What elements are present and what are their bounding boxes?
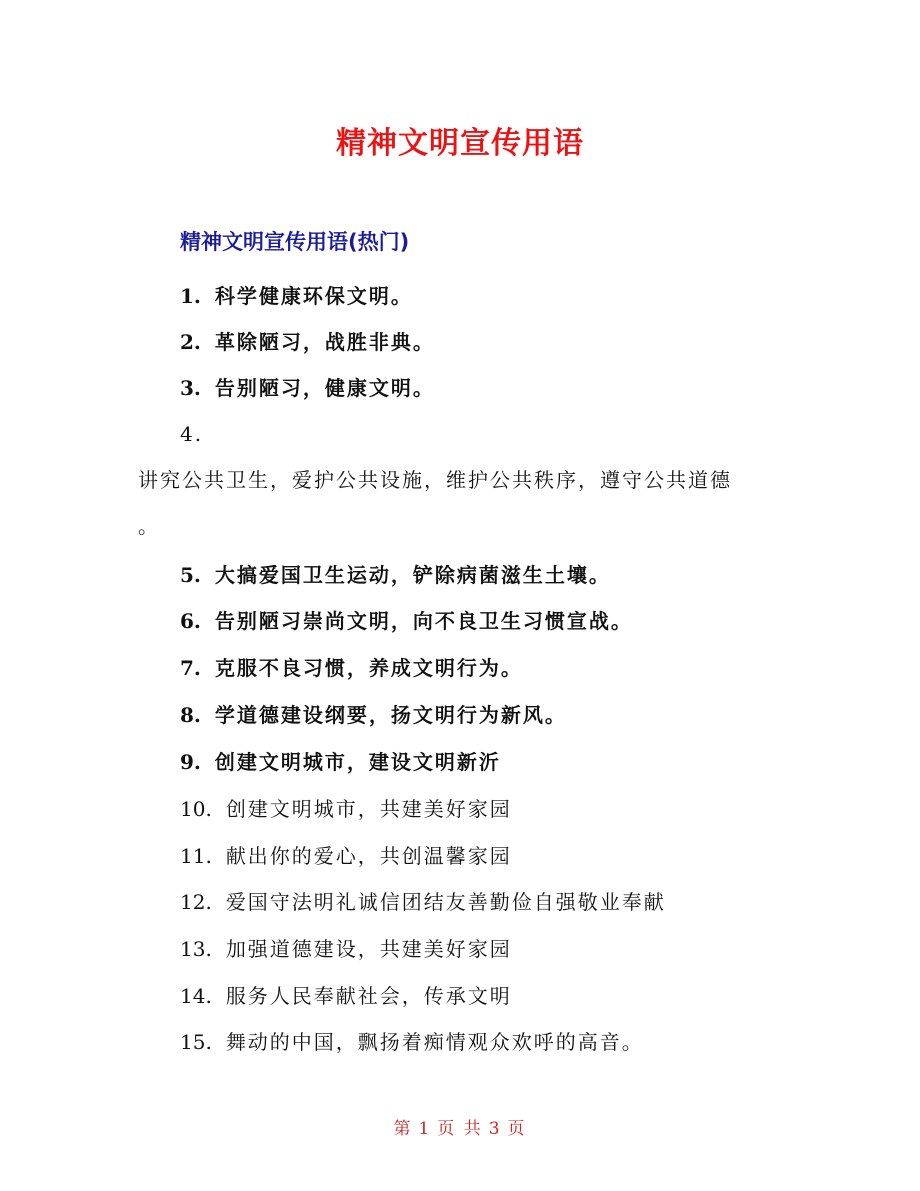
list-item-number: 7. <box>180 656 201 680</box>
list-item-number: 10. <box>180 797 212 821</box>
list-item-5 <box>180 561 611 589</box>
footer-suffix: 页 <box>507 1119 527 1139</box>
list-item-13 <box>180 935 512 963</box>
list-item-number: 14. <box>180 984 212 1008</box>
list-item-number: 13. <box>180 937 212 961</box>
list-item-6 <box>180 607 633 635</box>
list-item-number: 4. <box>180 422 204 446</box>
list-item-8 <box>180 701 567 729</box>
list-item-15 <box>180 1028 644 1056</box>
footer-mid: 页 共 <box>437 1119 483 1139</box>
list-item-14 <box>180 982 512 1010</box>
list-item-12 <box>180 888 666 916</box>
list-item-4-text <box>138 466 798 540</box>
list-item-text: 告别陋习，健康文明。 <box>214 376 435 400</box>
list-item-text: 学道德建设纲要，扬文明行为新风。 <box>214 703 567 727</box>
list-item-11 <box>180 842 512 870</box>
list-item-text: 克服不良习惯，养成文明行为。 <box>214 656 523 680</box>
page-footer <box>0 1114 920 1139</box>
list-item-text: 革除陋习，战胜非典。 <box>214 330 435 354</box>
list-item-text: 创建文明城市，建设文明新沂 <box>214 750 501 774</box>
list-item-3 <box>180 374 435 402</box>
list-item-2 <box>180 328 435 356</box>
list-item-text: 加强道德建设，共建美好家园 <box>225 937 512 961</box>
footer-total-pages: 3 <box>488 1119 502 1139</box>
document-title: 精神文明宣传用语 <box>336 126 584 161</box>
list-item-text: 科学健康环保文明。 <box>214 284 413 308</box>
list-item-number: 5. <box>180 563 201 587</box>
list-item-number: 2. <box>180 330 201 354</box>
list-item-1 <box>180 282 413 310</box>
list-item-text: 服务人民奉献社会，传承文明 <box>225 984 512 1008</box>
list-item-text: 献出你的爱心，共创温馨家园 <box>225 844 512 868</box>
list-item-number: 8. <box>180 703 201 727</box>
list-item-number: 1. <box>180 284 201 308</box>
list-item-number: 11. <box>180 844 212 868</box>
footer-page-number: 1 <box>418 1119 432 1139</box>
list-item-text: 舞动的中国，飘扬着痴情观众欢呼的高音。 <box>225 1030 644 1054</box>
list-item-10 <box>180 795 512 823</box>
list-item-text-line2: 。 <box>138 514 160 538</box>
list-item-text: 告别陋习崇尚文明，向不良卫生习惯宣战。 <box>214 609 633 633</box>
list-item-text-line1: 讲究公共卫生，爱护公共设施，维护公共秩序，遵守公共道德 <box>138 468 732 492</box>
list-item-9 <box>180 748 501 776</box>
list-item-number: 3. <box>180 376 201 400</box>
section-heading: 精神文明宣传用语(热门) <box>180 230 410 254</box>
list-item-text: 创建文明城市，共建美好家园 <box>225 797 512 821</box>
list-item-4-number <box>180 420 203 448</box>
list-item-number: 12. <box>180 890 212 914</box>
list-item-number: 15. <box>180 1030 212 1054</box>
list-item-number: 9. <box>180 750 201 774</box>
list-item-7 <box>180 654 523 682</box>
list-item-number: 6. <box>180 609 201 633</box>
list-item-text: 爱国守法明礼诚信团结友善勤俭自强敬业奉献 <box>225 890 666 914</box>
list-item-text: 大搞爱国卫生运动，铲除病菌滋生土壤。 <box>214 563 611 587</box>
footer-prefix: 第 <box>393 1119 413 1139</box>
